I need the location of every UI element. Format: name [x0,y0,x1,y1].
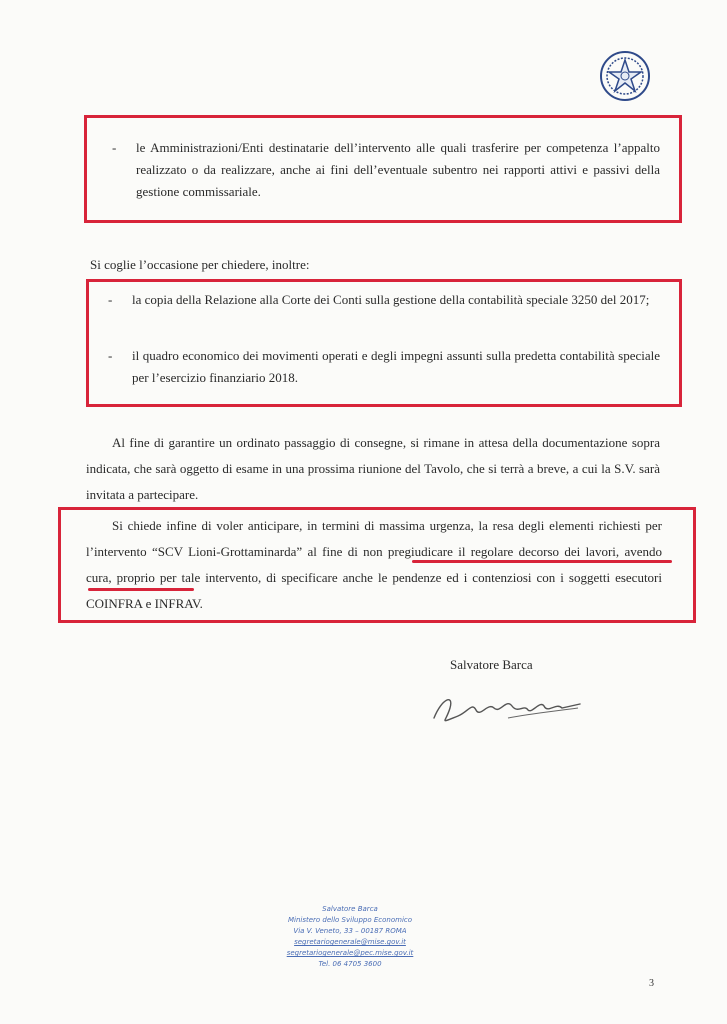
footer-block [200,904,500,970]
signatory-name: Salvatore Barca [450,657,533,672]
footer-email-link[interactable]: segretariogenerale@mise.gov.it [294,938,406,946]
box2-bullet-1-text: la copia della Relazione alla Corte dei Conti sulla gestione della contabilità speciale 3250 del 2017; [132,292,650,307]
footer-pec-link[interactable]: segretariogenerale@pec.mise.gov.it [286,949,414,957]
bullet-dash: - [108,292,113,307]
underline-mark [88,588,194,591]
box1-bullet-text: le Amministrazioni/Enti destinatarie dell’intervento alle quali trasferire per competenza l’appalto realizzato o da realizzare, anche ai fini dell’eventuale subentro nei rapporti attivi e passivi della gestione commissariale. [136,140,660,199]
intro-text: Si coglie l’occasione per chiedere, inoltre: [90,257,310,272]
bullet-dash: - [108,348,113,363]
underline-mark [412,560,672,563]
urgent-request-paragraph: Si chiede infine di voler anticipare, in termini di massima urgenza, la resa degli elementi richiesti per l’intervento “SCV Lioni-Grottaminarda” al fine di non pregiudicare il regolare decorso dei lavori, avendo cura, proprio per tale intervento, di specificare anche le pendenze ed i contenziosi con i soggetti esecutori COINFRA e INFRAV. [86,518,662,611]
footer-ministry: Ministero dello Sviluppo Economico [287,916,413,924]
page-number: 3 [649,978,654,989]
footer-phone: Tel. 06 4705 3600 [318,960,382,968]
closing-paragraph: Al fine di garantire un ordinato passaggio di consegne, si rimane in attesa della documentazione sopra indicata, che sarà oggetto di esame in una prossima riunione del Tavolo, che si terrà a breve, a cui la S.V. sarà invitata a partecipare. [86,435,660,502]
bullet-dash: - [112,140,117,155]
footer-address: Via V. Veneto, 33 – 00187 ROMA [293,927,407,935]
handwritten-signature [428,688,588,728]
republic-emblem-icon [599,50,651,102]
box2-bullet-2-text: il quadro economico dei movimenti operati e degli impegni assunti sulla predetta contabilità speciale per l’esercizio finanziario 2018. [132,348,660,385]
footer-name: Salvatore Barca [322,905,378,913]
